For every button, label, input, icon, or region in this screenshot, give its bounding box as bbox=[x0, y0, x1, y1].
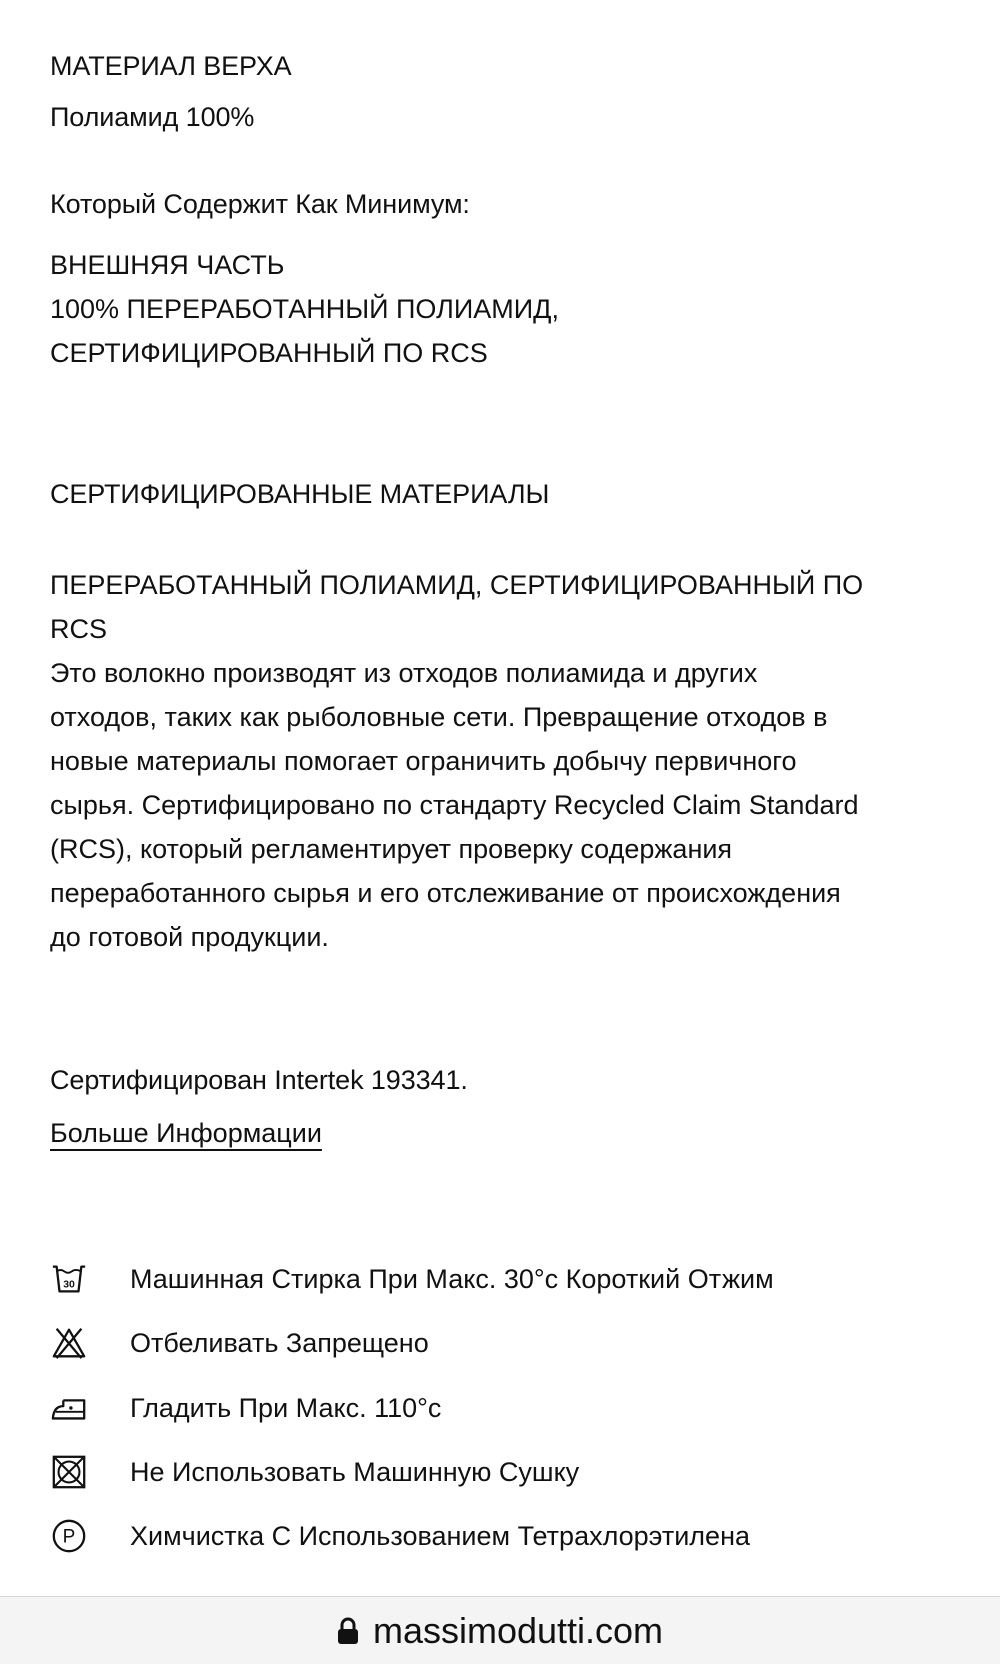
care-item-dryer bbox=[50, 1450, 580, 1494]
care-label: Машинная Стирка При Макс. 30°c Короткий Отжим bbox=[130, 1264, 774, 1294]
upper-material-title: МАТЕРИАЛ ВЕРХА bbox=[50, 51, 292, 81]
care-label: Отбеливать Запрещено bbox=[130, 1328, 429, 1358]
outer-part-block bbox=[50, 243, 980, 375]
iron-110-icon bbox=[50, 1389, 88, 1427]
wash-temp: 30 bbox=[63, 1279, 75, 1291]
lock-icon bbox=[337, 1617, 359, 1645]
care-item-wash bbox=[50, 1257, 774, 1301]
care-item-dryclean bbox=[50, 1514, 750, 1558]
certified-desc-line: переработанного сырья и его отслеживание от происхождения bbox=[50, 878, 841, 908]
certified-desc-line: Это волокно производят из отходов полиамида и других bbox=[50, 658, 758, 688]
certified-materials-title: СЕРТИФИЦИРОВАННЫЕ МАТЕРИАЛЫ bbox=[50, 479, 550, 509]
certified-desc-line: отходов, таких как рыболовные сети. Превращение отходов в bbox=[50, 702, 828, 732]
certified-desc-line: до готовой продукции. bbox=[50, 922, 329, 952]
wash-30-icon bbox=[50, 1260, 88, 1298]
care-item-iron bbox=[50, 1386, 442, 1430]
outer-line: СЕРТИФИЦИРОВАННЫЙ ПО RCS bbox=[50, 338, 488, 368]
upper-material-value: Полиамид 100% bbox=[50, 102, 255, 132]
care-label: Химчистка С Использованием Тетрахлорэтилена bbox=[130, 1521, 750, 1551]
outer-line: ВНЕШНЯЯ ЧАСТЬ bbox=[50, 250, 285, 280]
no-bleach-icon bbox=[50, 1324, 88, 1362]
url-text: massimodutti.com bbox=[372, 1609, 664, 1651]
care-label: Гладить При Макс. 110°c bbox=[130, 1393, 442, 1423]
certified-desc-line: сырья. Сертифицировано по стандарту Recycled Claim Standard bbox=[50, 790, 859, 820]
certification-number: Сертифицирован Intertek 193341. bbox=[50, 1065, 468, 1095]
care-label: Не Использовать Машинную Сушку bbox=[130, 1457, 580, 1487]
no-tumble-dry-icon bbox=[50, 1453, 88, 1491]
dry-clean-p-icon bbox=[50, 1517, 88, 1555]
certified-desc-line: (RCS), который регламентирует проверку содержания bbox=[50, 834, 733, 864]
dry-clean-letter: P bbox=[62, 1526, 76, 1548]
certified-material-block bbox=[50, 563, 980, 959]
browser-address-bar[interactable] bbox=[0, 1596, 1000, 1664]
contains-label: Который Содержит Как Минимум: bbox=[50, 189, 470, 219]
more-info-link[interactable]: Больше Информации bbox=[50, 1118, 322, 1148]
certified-desc-line: новые материалы помогает ограничить добычу первичного bbox=[50, 746, 797, 776]
care-item-bleach bbox=[50, 1321, 429, 1365]
certified-heading-line: ПЕРЕРАБОТАННЫЙ ПОЛИАМИД, СЕРТИФИЦИРОВАННЫЙ ПО bbox=[50, 570, 864, 600]
outer-line: 100% ПЕРЕРАБОТАННЫЙ ПОЛИАМИД, bbox=[50, 294, 559, 324]
certified-heading-line: RCS bbox=[50, 614, 108, 644]
